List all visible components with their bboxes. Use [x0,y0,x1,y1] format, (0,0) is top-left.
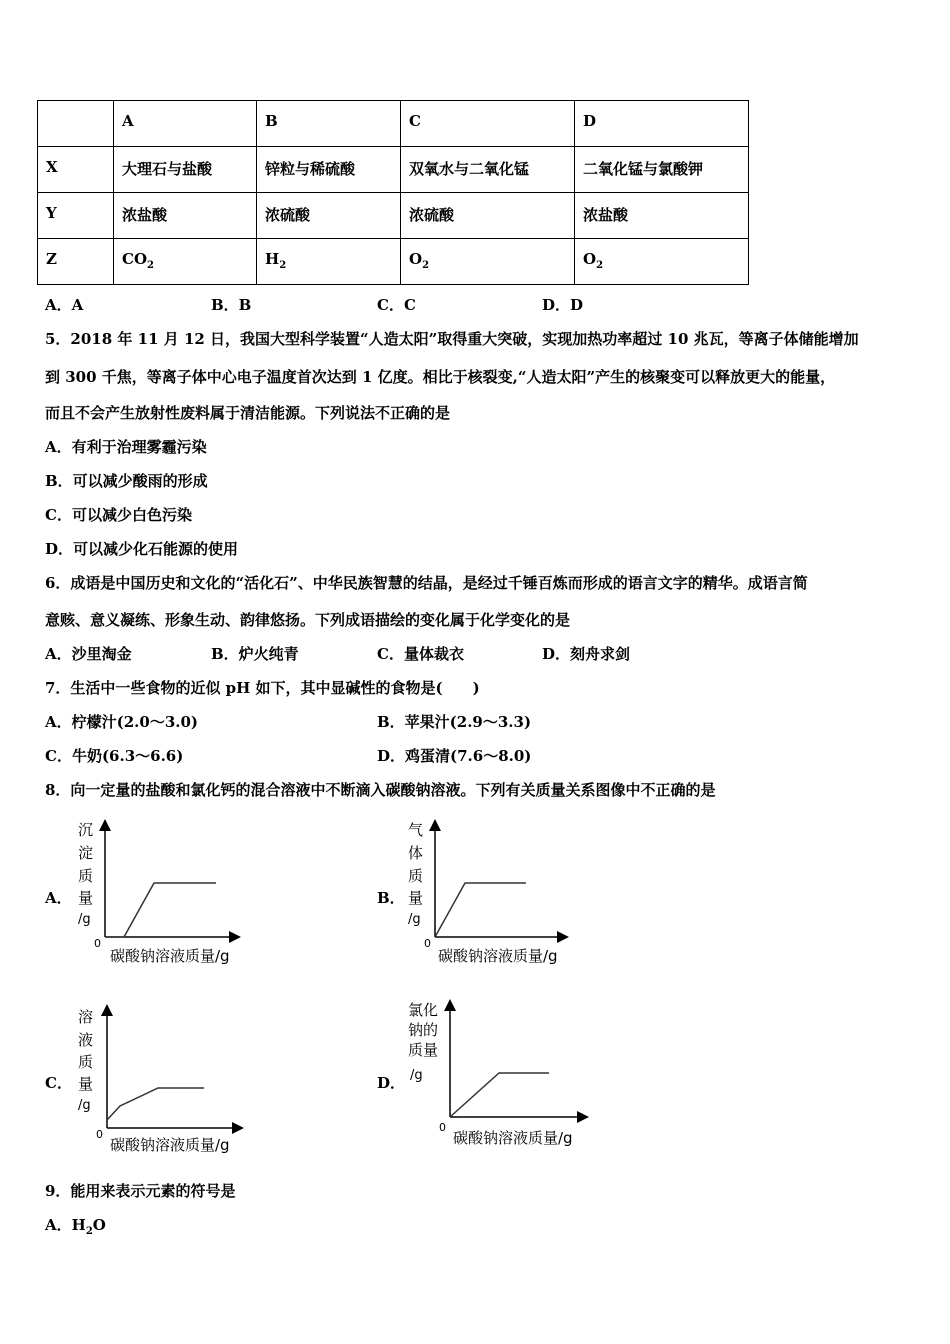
table-cell: 浓硫酸 [401,193,575,239]
table-cell [575,239,749,285]
formula-sub: 2 [85,1226,93,1237]
formula-tail: O [92,1216,106,1234]
formula-main: O [583,250,597,268]
graph-c-ylabel-4: 量 [78,1075,94,1093]
q6-option-c[interactable]: C．量体裁衣 [377,645,464,663]
formula-sub: 2 [147,260,154,271]
q8-graph-d [398,995,608,1155]
graph-d-curve [450,1073,549,1117]
q6-option-a[interactable]: A．沙里淘金 [45,645,132,663]
graph-d-ylabel-2: 钠的 [408,1021,439,1039]
q4-table [37,100,749,285]
q9-option-a[interactable] [45,1215,106,1242]
q8-option-b[interactable]: B． [377,889,405,907]
q7-option-a[interactable]: A．柠檬汁(2.0～3.0) [45,713,199,731]
graph-b-ylabel-4: 量 [408,889,424,907]
table-cell: 浓盐酸 [575,193,749,239]
q9-stem: 9．能用来表示元素的符号是 [45,1182,236,1200]
graph-b-curve [435,883,526,937]
q8-option-a[interactable]: A． [45,889,72,907]
formula-sub: 2 [596,260,604,271]
graph-a-ylabel-4: 量 [78,889,94,907]
graph-a-ylabel-1: 沉 [78,821,94,839]
graph-a-ylabel-2: 淀 [78,844,94,862]
q5-option-d[interactable]: D．可以减少化石能源的使用 [45,540,239,558]
q6-stem-line-2: 意赅、意义凝练、形象生动、韵律悠扬。下列成语描绘的变化属于化学变化的是 [45,611,571,629]
q5-stem-line-3: 而且不会产生放射性废料属于清洁能源。下列说法不正确的是 [45,404,451,422]
formula-main: H [265,250,280,268]
table-cell [114,239,257,285]
q7-option-b[interactable]: B．苹果汁(2.9～3.3) [377,713,532,731]
q4-option-b[interactable]: B．B [211,296,252,314]
table-cell: 双氧水与二氧化锰 [401,147,575,193]
formula-main: H [71,1216,86,1234]
graph-c-ylabel-5: /g [78,1098,91,1113]
formula-sub: 2 [422,260,430,271]
graph-c-ylabel-3: 质 [78,1053,94,1071]
table-header-cell: D [575,101,749,147]
graph-c-ylabel-1: 溶 [78,1008,94,1026]
q5-option-b[interactable]: B．可以减少酸雨的形成 [45,472,208,490]
table-row [38,193,749,239]
q5-option-a[interactable]: A．有利于治理雾霾污染 [45,438,207,456]
table-cell [257,239,401,285]
graph-d-ylabel-1: 氯化 [408,1001,439,1019]
q7-stem: 7．生活中一些食物的近似 pH 如下，其中显碱性的食物是( ) [45,679,480,697]
graph-b-ylabel-3: 质 [408,867,424,885]
table-header-row [38,101,749,147]
table-header-cell: C [401,101,575,147]
graph-a-ylabel-3: 质 [78,867,94,885]
graph-d-origin: 0 [439,1121,446,1134]
graph-b-xlabel: 碳酸钠溶液质量/g [438,947,558,965]
table-corner-cell [38,101,114,147]
q8-graph-b [398,815,598,970]
q8-option-c[interactable]: C． [45,1074,72,1092]
graph-a-curve [105,883,216,937]
table-header-cell: A [114,101,257,147]
table-cell: 浓硫酸 [257,193,401,239]
graph-c-curve [107,1088,204,1120]
q5-stem-line-1: 5．2018 年 11 月 12 日，我国大型科学装置“人造太阳”取得重大突破，实现加热功率超过 10 兆瓦，等离子体储能增加 [45,330,859,348]
graph-c-origin: 0 [96,1128,103,1141]
table-row-label: Z [38,239,114,285]
table-cell: 二氧化锰与氯酸钾 [575,147,749,193]
q6-stem-line-1: 6．成语是中国历史和文化的“活化石”、中华民族智慧的结晶，是经过千锤百炼而形成的语言文字的精华。成语言简 [45,574,808,592]
q6-option-b[interactable]: B．炉火纯青 [211,645,299,663]
table-row [38,239,749,285]
graph-a-origin: 0 [94,937,101,950]
q8-option-d[interactable]: D． [377,1074,406,1092]
q5-option-c[interactable]: C．可以减少白色污染 [45,506,192,524]
table-row-label: X [38,147,114,193]
q7-option-c[interactable]: C．牛奶(6.3～6.6) [45,747,184,765]
q4-option-a[interactable]: A．A [45,296,84,314]
table-row [38,147,749,193]
graph-b-ylabel-2: 体 [408,844,424,862]
q8-graph-c [70,1000,270,1160]
table-header-cell: B [257,101,401,147]
q4-option-c[interactable]: C．C [377,296,416,314]
q7-option-d[interactable]: D．鸡蛋清(7.6～8.0) [377,747,532,765]
graph-a-xlabel: 碳酸钠溶液质量/g [110,947,230,965]
graph-b-ylabel-1: 气 [408,821,424,839]
graph-d-ylabel-4: /g [410,1068,423,1083]
table-cell [401,239,575,285]
formula-main: O [409,250,423,268]
table-cell: 锌粒与稀硫酸 [257,147,401,193]
table-cell: 浓盐酸 [114,193,257,239]
q8-graph-a [70,815,270,970]
graph-c-ylabel-2: 液 [78,1031,94,1049]
table-cell: 大理石与盐酸 [114,147,257,193]
graph-d-ylabel-3: 质量 [408,1041,439,1059]
graph-c-xlabel: 碳酸钠溶液质量/g [110,1136,230,1154]
q9-option-a-prefix: A． [45,1216,72,1234]
graph-d-xlabel: 碳酸钠溶液质量/g [453,1129,573,1147]
graph-b-origin: 0 [424,937,431,950]
q4-option-d[interactable]: D．D [542,296,584,314]
table-row-label: Y [38,193,114,239]
formula-main: CO [122,250,148,268]
q6-option-d[interactable]: D．刻舟求剑 [542,645,631,663]
q5-stem-line-2: 到 300 千焦，等离子体中心电子温度首次达到 1 亿度。相比于核裂变,“人造太阳”产生的核聚变可以释放更大的能量， [45,368,836,386]
graph-a-ylabel-5: /g [78,912,91,927]
graph-b-ylabel-5: /g [408,912,421,927]
q8-stem: 8．向一定量的盐酸和氯化钙的混合溶液中不断滴入碳酸钠溶液。下列有关质量关系图像中不正确的是 [45,781,716,799]
formula-sub: 2 [279,260,287,271]
